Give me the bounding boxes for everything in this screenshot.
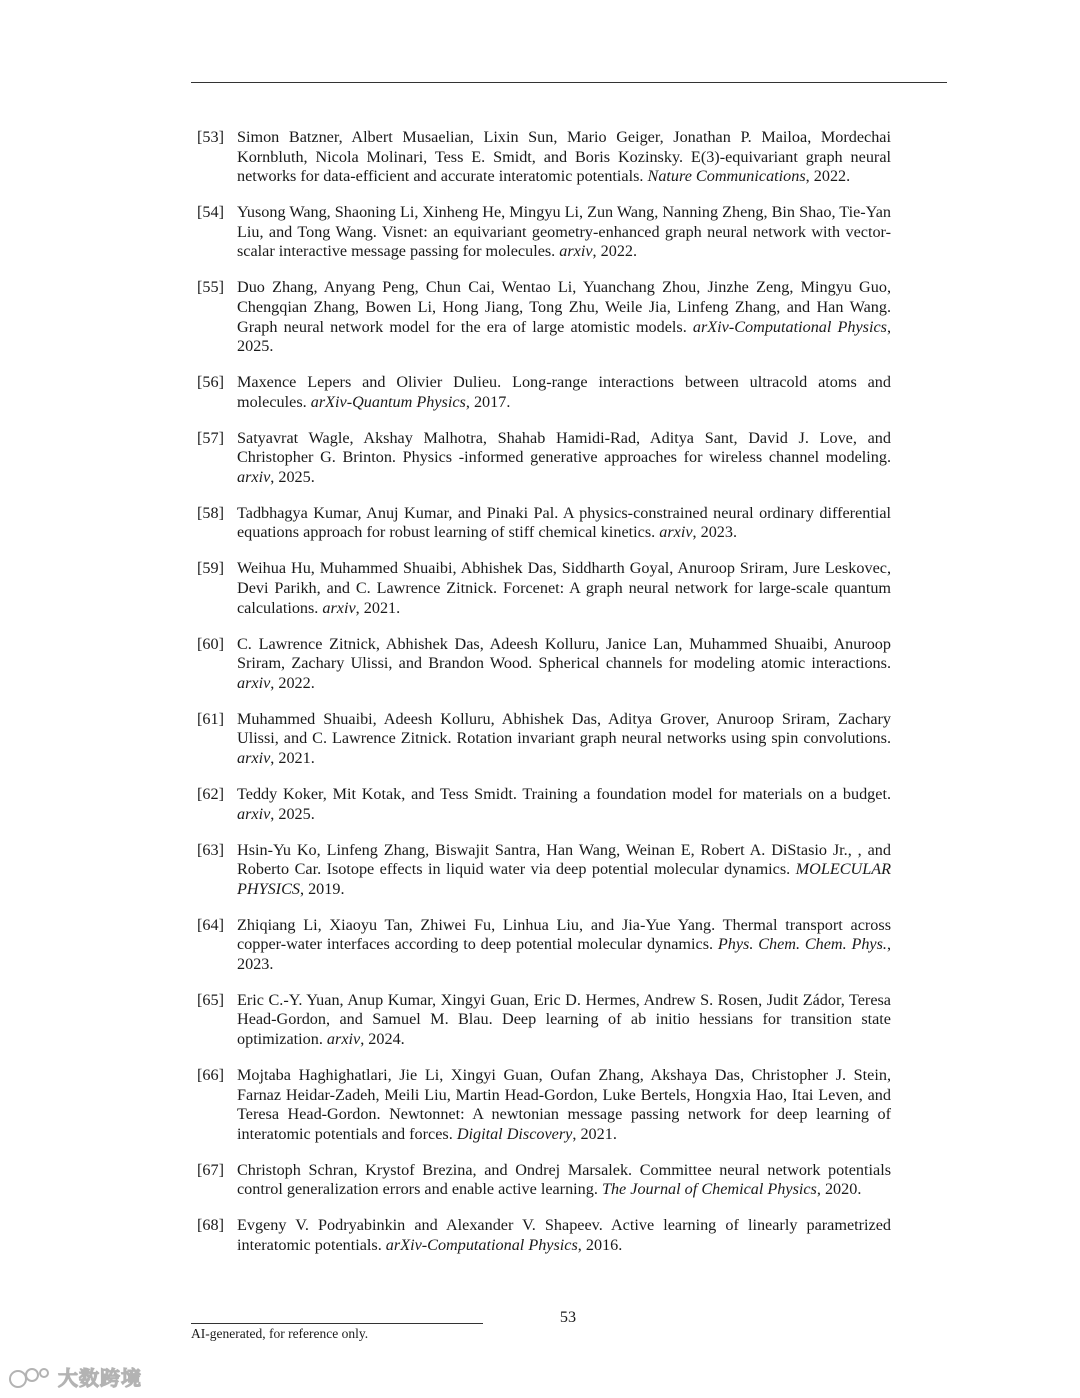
reference-text: Hsin-Yu Ko, Linfeng Zhang, Biswajit Santra, Han Wang, Weinan E, Robert A. DiStasio Jr., , and Roberto Car. Isotope effects in liquid water via deep potential molecular dynamics. <box>237 840 891 879</box>
reference-number: [53] <box>197 128 224 146</box>
reference-body <box>237 559 891 618</box>
reference-year: , 2021. <box>572 1124 617 1143</box>
reference-venue: MOLECULAR PHYSICS <box>237 860 891 898</box>
reference-venue: Nature Communications <box>647 167 806 186</box>
reference-number: [64] <box>197 915 224 934</box>
reference-venue: Digital Discovery <box>456 1124 573 1143</box>
reference-text: Maxence Lepers and Olivier Dulieu. Long-range interactions between ultracold atoms and molecules. <box>237 373 891 411</box>
reference-body <box>237 128 891 187</box>
reference-year: , 2022. <box>805 167 851 186</box>
reference-body <box>237 785 891 824</box>
reference-body <box>237 1066 891 1144</box>
reference-venue: arxiv <box>237 804 271 823</box>
reference-venue: arxiv <box>659 523 693 542</box>
reference-entry <box>197 1161 891 1200</box>
watermark-text: 大数跨境 <box>58 1366 142 1390</box>
reference-number: [65] <box>197 990 224 1009</box>
reference-number: [58] <box>197 503 224 522</box>
reference-year: , 2022. <box>270 673 315 692</box>
reference-body <box>237 373 891 412</box>
reference-venue: arXiv-Quantum Physics <box>310 392 466 411</box>
reference-number: [57] <box>197 428 224 447</box>
reference-entry <box>197 635 891 694</box>
reference-text: Teddy Koker, Mit Kotak, and Tess Smidt. Training a foundation model for materials on a budget. <box>237 784 891 803</box>
reference-venue: The Journal of Chemical Physics <box>601 1180 817 1199</box>
brand-logo-icon <box>8 1363 52 1391</box>
reference-year: , 2020. <box>816 1180 862 1199</box>
reference-body <box>237 1216 891 1255</box>
reference-list <box>197 128 891 1272</box>
header-rule <box>191 82 947 83</box>
reference-entry <box>197 429 891 488</box>
reference-year: , 2016. <box>577 1235 623 1254</box>
reference-text: C. Lawrence Zitnick, Abhishek Das, Adeesh Kolluru, Janice Lan, Muhammed Shuaibi, Anuroop Sriram, Zachary Ulissi, and Brandon Wood. Spherical channels for modeling atomic interactions. <box>237 634 891 673</box>
reference-text: Evgeny V. Podryabinkin and Alexander V. Shapeev. Active learning of linearly parametrized interatomic potentials. <box>237 1216 891 1254</box>
watermark <box>8 1362 142 1391</box>
reference-body <box>237 1161 891 1200</box>
reference-entry <box>197 128 891 187</box>
reference-text: Christoph Schran, Krystof Brezina, and Ondrej Marsalek. Committee neural network potentials control generalization errors and enable active learning. <box>237 1160 891 1199</box>
page-number: 53 <box>559 1308 577 1326</box>
reference-entry <box>197 278 891 356</box>
reference-entry <box>197 1216 891 1255</box>
reference-number: [59] <box>197 559 224 578</box>
reference-number: [61] <box>197 709 224 728</box>
reference-text: Eric C.-Y. Yuan, Anup Kumar, Xingyi Guan, Eric D. Hermes, Andrew S. Rosen, Judit Zádor, Teresa Head-Gordon, and Samuel M. Blau. Deep learning of ab initio hessians for transition state optimization. <box>237 990 891 1049</box>
reference-year: , 2019. <box>299 879 345 898</box>
footnote-rule <box>191 1323 483 1324</box>
reference-venue: arxiv <box>326 1030 361 1049</box>
reference-entry <box>197 1066 891 1144</box>
reference-text: Muhammed Shuaibi, Adeesh Kolluru, Abhishek Das, Aditya Grover, Anuroop Sriram, Zachary Ulissi, and C. Lawrence Zitnick. Rotation invariant graph neural networks using spin convolutions. <box>237 709 891 748</box>
reference-text: Duo Zhang, Anyang Peng, Chun Cai, Wentao Li, Yuanchang Zhou, Jinzhe Zeng, Mingyu Guo, Chengqian Zhang, Bowen Li, Hong Jiang, Tong Zhu, Weile Jia, Linfeng Zhang, and Han Wang. Graph neural network model for the era of large atomistic models. <box>237 278 891 336</box>
reference-entry <box>197 841 891 900</box>
reference-body <box>237 916 891 975</box>
reference-venue: arxiv <box>559 242 593 261</box>
reference-body <box>237 991 891 1050</box>
reference-year: , 2021. <box>270 748 315 767</box>
reference-year: , 2025. <box>237 317 891 356</box>
reference-year: , 2024. <box>360 1030 405 1049</box>
reference-venue: arxiv <box>322 598 356 617</box>
reference-number: [60] <box>197 634 224 653</box>
reference-number: [54] <box>197 203 224 222</box>
reference-body <box>237 635 891 694</box>
reference-number: [62] <box>197 784 224 803</box>
reference-year: , 2017. <box>465 392 511 411</box>
reference-entry <box>197 710 891 769</box>
reference-number: [56] <box>197 373 224 392</box>
reference-text: Weihua Hu, Muhammed Shuaibi, Abhishek Das, Siddharth Goyal, Anuroop Sriram, Jure Leskovec, Devi Parikh, and C. Lawrence Zitnick. Forcenet: A graph neural network for large-scale quantum calculations. <box>237 559 891 617</box>
reference-text: Mojtaba Haghighatlari, Jie Li, Xingyi Guan, Oufan Zhang, Akshaya Das, Christopher J. Stein, Farnaz Heidar-Zadeh, Meili Liu, Martin Head-Gordon, Luke Bertels, Hongxia Hao, Itai Leven, and Teresa Head-Gordon. Newtonnet: A newtonian message passing network for deep learning of interatomic potentials and forces. <box>237 1066 891 1143</box>
reference-year: , 2022. <box>592 242 638 261</box>
reference-number: [68] <box>197 1216 224 1235</box>
reference-text: Zhiqiang Li, Xiaoyu Tan, Zhiwei Fu, Linhua Liu, and Jia-Yue Yang. Thermal transport across copper-water interfaces according to deep potential molecular dynamics. <box>237 915 891 954</box>
reference-entry <box>197 916 891 975</box>
reference-year: , 2023. <box>237 935 892 973</box>
reference-entry <box>197 504 891 543</box>
reference-venue: arxiv <box>237 467 271 486</box>
reference-entry <box>197 559 891 618</box>
reference-body <box>237 429 891 488</box>
reference-text: Simon Batzner, Albert Musaelian, Lixin Sun, Mario Geiger, Jonathan P. Mailoa, Mordechai Kornbluth, Nicola Molinari, Tess E. Smidt, and Boris Kozinsky. E(3)-equivariant graph neural networks for data-efficient and accurate interatomic potentials. <box>237 128 891 186</box>
reference-body <box>237 841 891 900</box>
reference-venue: arxiv <box>237 673 271 692</box>
reference-entry <box>197 785 891 824</box>
reference-venue: arXiv-Computational Physics <box>385 1235 578 1254</box>
reference-text: Yusong Wang, Shaoning Li, Xinheng He, Mingyu Li, Zun Wang, Nanning Zheng, Bin Shao, Tie-Yan Liu, and Tong Wang. Visnet: an equivariant geometry-enhanced graph neural network with vector-scalar interactive message passing for molecules. <box>237 203 891 261</box>
reference-venue: arXiv-Computational Physics <box>692 317 887 336</box>
reference-venue: Phys. Chem. Chem. Phys. <box>717 935 887 954</box>
reference-entry <box>197 203 891 262</box>
reference-entry <box>197 373 891 412</box>
reference-text: Satyavrat Wagle, Akshay Malhotra, Shahab Hamidi-Rad, Aditya Sant, David J. Love, and Christopher G. Brinton. Physics -informed generative approaches for wireless channel modeling. <box>237 428 891 467</box>
reference-year: , 2023. <box>692 523 738 542</box>
reference-body <box>237 710 891 769</box>
reference-body <box>237 278 891 356</box>
reference-number: [55] <box>197 278 224 297</box>
footnote: AI-generated, for reference only. <box>191 1326 369 1341</box>
reference-number: [67] <box>197 1160 224 1179</box>
reference-year: , 2025. <box>270 804 315 823</box>
reference-year: , 2025. <box>270 467 315 486</box>
reference-venue: arxiv <box>237 748 271 767</box>
reference-entry <box>197 991 891 1050</box>
reference-number: [66] <box>197 1066 224 1085</box>
reference-year: , 2021. <box>355 598 401 617</box>
reference-body <box>237 504 891 543</box>
reference-number: [63] <box>197 840 224 859</box>
reference-text: Tadbhagya Kumar, Anuj Kumar, and Pinaki Pal. A physics-constrained neural ordinary differential equations approach for robust learning of stiff chemical kinetics. <box>237 503 891 542</box>
reference-body <box>237 203 891 262</box>
